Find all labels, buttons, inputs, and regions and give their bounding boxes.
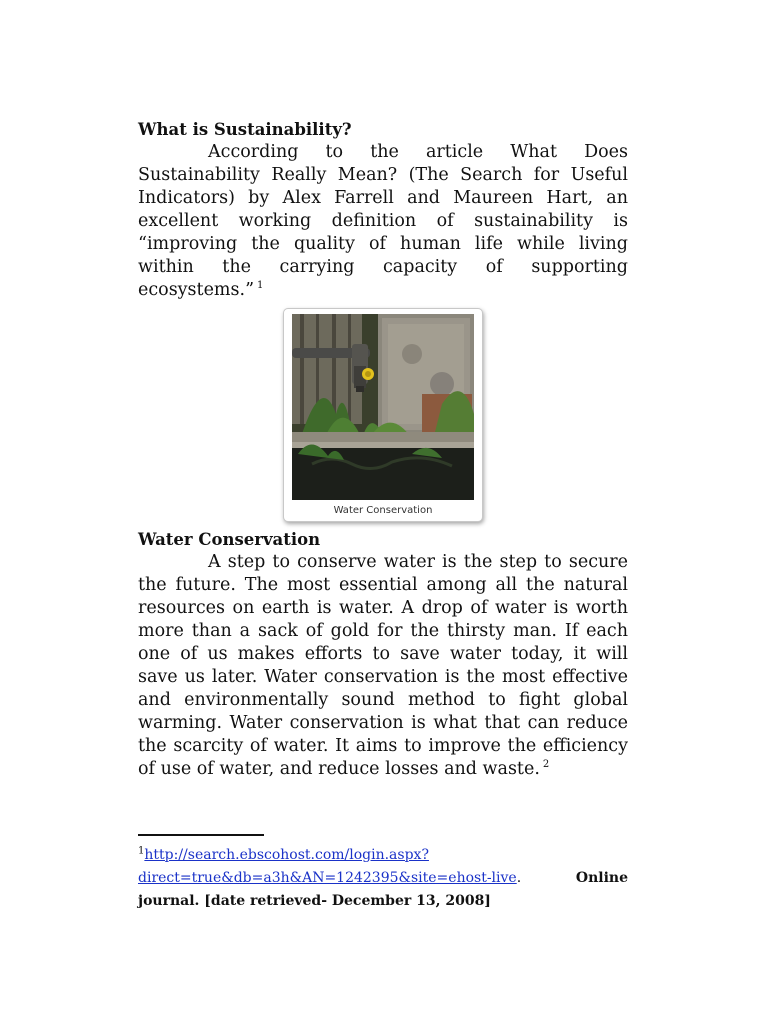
water-conservation-section — [138, 528, 628, 781]
main-content — [138, 118, 628, 781]
water-conservation-text: A step to conserve water is the step to secure the future. The most essential among all the natural resources on earth is water. A drop of water is worth more than a sack of gold for the thirsty man. If each one of us makes efforts to save water today, it will save us later. Water conservation is the most effective and environmentally sound method to fight global warming. Water conservation is what that can reduce the scarcity of water. It aims to improve the efficiency of use of water, and reduce losses and waste. — [138, 552, 628, 779]
footnote-ref-2: 2 — [542, 759, 550, 771]
footnote-link[interactable] — [138, 847, 517, 886]
sustainability-text: According to the article What Does Sustainability Really Mean? (The Search for Useful Indicators) by Alex Farrell and Maureen Hart, an excellent working definition of sustainability is “improving the quality of human life while living within the carrying capacity of supporting ecosystems.” — [138, 142, 628, 300]
figure-caption: Water Conservation — [333, 505, 433, 516]
footnote-source: Online journal. [date retrieved- December 13, 2008] — [138, 870, 628, 909]
water-conservation-paragraph — [138, 551, 628, 781]
footnote-link-line2: direct=true&db=a3h&AN=1242395&site=ehost-live — [138, 870, 517, 886]
section-heading-water-conservation: Water Conservation — [138, 530, 321, 549]
footnote-separator — [138, 834, 264, 836]
footnote — [138, 844, 628, 913]
footnote-link-period: . — [516, 870, 522, 886]
footnote-number: 1 — [138, 845, 145, 857]
footnote-ref-1: 1 — [257, 280, 264, 292]
footnote-link-line1: http://search.ebscohost.com/login.aspx? — [144, 847, 429, 863]
figure-container — [138, 308, 628, 522]
section-heading-sustainability: What is Sustainability? — [138, 120, 352, 139]
water-tap-photo — [292, 314, 474, 500]
sustainability-paragraph — [138, 141, 628, 302]
water-conservation-figure — [283, 308, 483, 522]
